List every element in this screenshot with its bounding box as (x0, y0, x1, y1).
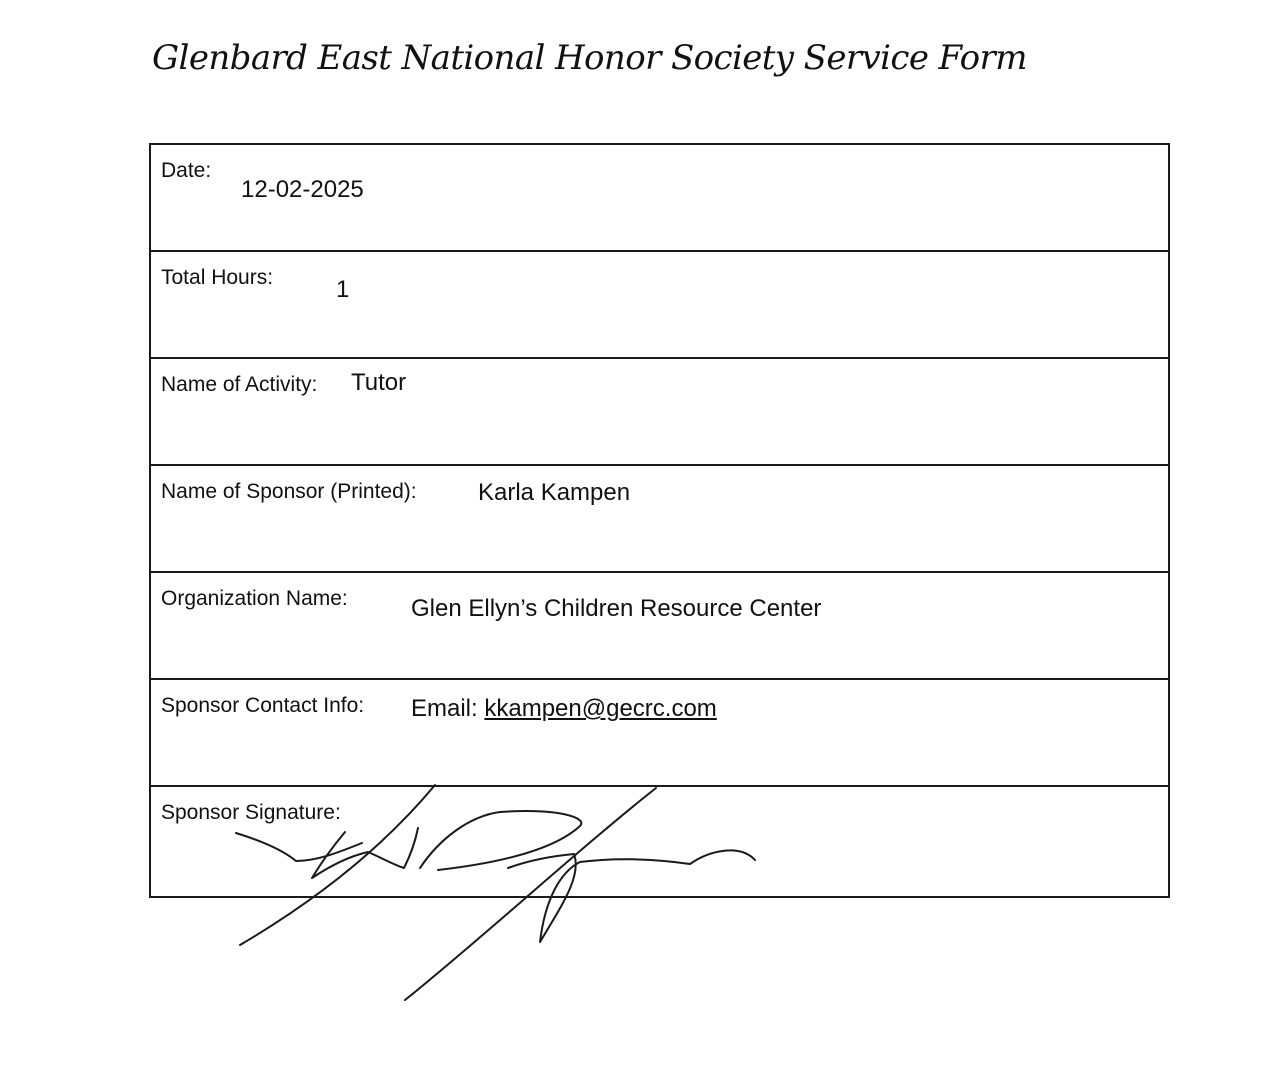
activity-row (151, 359, 1168, 466)
total-hours-label: Total Hours: (161, 266, 274, 289)
contact-label: Sponsor Contact Info: (161, 694, 365, 717)
contact-row (151, 680, 1168, 787)
total-hours-value: 1 (336, 276, 350, 303)
date-row (151, 145, 1168, 252)
service-form-table (149, 143, 1170, 898)
date-value: 12-02-2025 (241, 176, 364, 203)
email-prefix: Email: (411, 695, 478, 722)
form-title: Glenbard East National Honor Society Service Form (152, 38, 1027, 78)
sponsor-name-row (151, 466, 1168, 573)
activity-label: Name of Activity: (161, 373, 318, 396)
signature-row (151, 787, 1168, 896)
sponsor-name-label: Name of Sponsor (Printed): (161, 480, 417, 503)
sponsor-email-link[interactable]: kkampen@gecrc.com (484, 695, 717, 722)
organization-label: Organization Name: (161, 587, 348, 610)
date-label: Date: (161, 159, 212, 182)
sponsor-name-value: Karla Kampen (478, 479, 631, 506)
activity-value: Tutor (351, 369, 407, 396)
contact-value (411, 695, 717, 723)
signature-label: Sponsor Signature: (161, 801, 341, 824)
organization-row (151, 573, 1168, 680)
organization-value: Glen Ellyn’s Children Resource Center (411, 595, 822, 622)
total-hours-row (151, 252, 1168, 359)
